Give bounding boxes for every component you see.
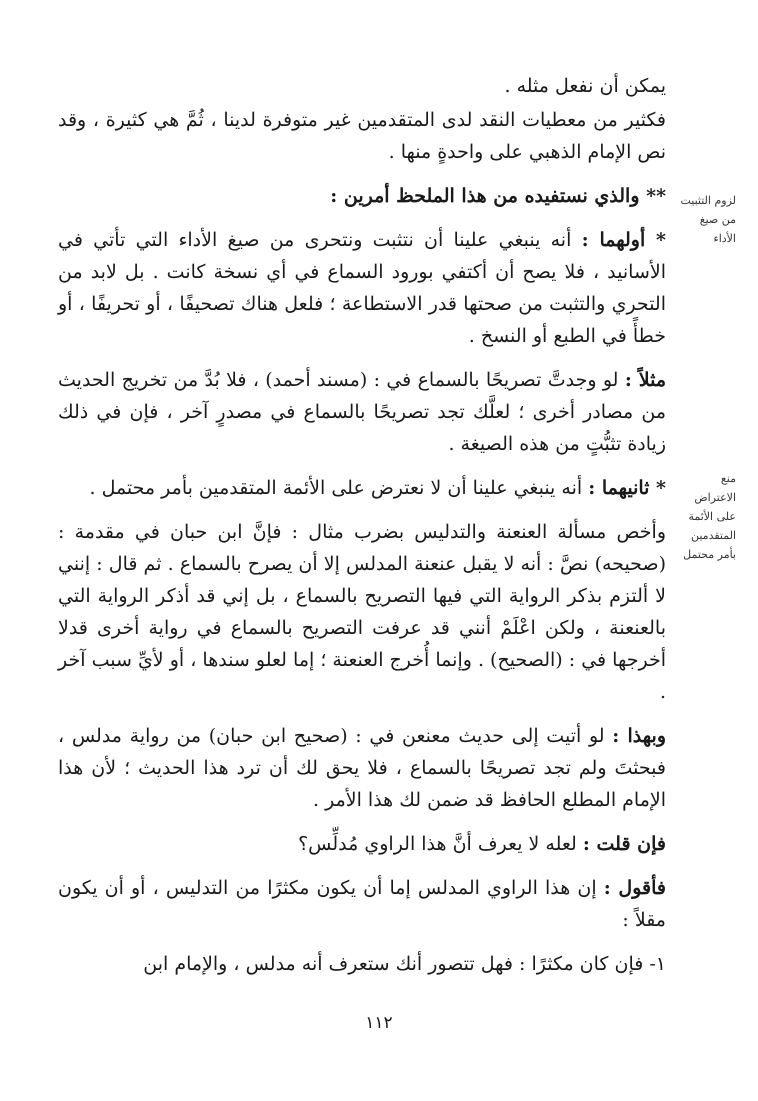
paragraph-text: وأخص مسألة العنعنة والتدليس بضرب مثال : فإنَّ ابن حبان في مقدمة : (صحيحه) نصَّ : أنه لا يقبل عنعنة المدلس إلا أن يصرح بالسماع . ثم قال : إنني لا ألتزم بذكر الرواية التي فيها التصريح بالسماع ، بل إني قد أذكر الرواية التي بالعنعنة ، ولكن اعْلَمْ أنني قد عرفت التصريح بالسماع في رواية أخرى قدلا أخرجها في : (الصحيح) . وإنما أُخرج العنعنة ؛ إما لعلو سندها ، أو لأيِّ سبب آخر .: [58, 521, 666, 703]
margin-note-no-objection: منع الاعتراض على الأئمة المتقدمين بأمر محتمل: [683, 472, 736, 561]
paragraph-lead: فأقول :: [603, 877, 667, 899]
paragraph: [58, 364, 666, 460]
paragraph-text: يمكن أن نفعل مثله .: [504, 75, 666, 97]
paragraph-text: أنه ينبغي علينا أن نتثبت ونتحرى من صيغ الأداء التي تأتي في الأسانيد ، فلا يصح أن أكتفي بورود السماع في أي نسخة كانت . بل لابد من التحري والتثبت من صحتها قدر الاستطاعة ؛ فلعل هناك تصحيفًا ، أو تحريفًا ، أو خطأً في الطبع أو النسخ .: [58, 229, 666, 347]
paragraph-text: فكثير من معطيات النقد لدى المتقدمين غير متوفرة لدينا ، ثُمَّ هي كثيرة ، وقد نص الإمام الذهبي على واحدةٍ منها .: [58, 109, 666, 163]
paragraph-lead: وبهذا :: [612, 725, 666, 747]
paragraph: [58, 472, 666, 504]
paragraph: [58, 828, 666, 860]
paragraph-text: ١- فإن كان مكثرًا : فهل تتصور أنك ستعرف أنه مدلس ، والإمام ابن: [143, 953, 666, 975]
section-heading: [58, 180, 666, 212]
paragraph-text: لعله لا يعرف أنَّ هذا الراوي مُدلِّس؟: [298, 833, 577, 855]
paragraph-text: لو وجدتَّ تصريحًا بالسماع في : (مسند أحمد) ، فلا بُدَّ من تخريج الحديث من مصادر أخرى ؛ لعلَّك تجد تصريحًا بالسماع في مصدرٍ آخر ، فإن في ذلك زيادة تثبُّتٍ من هذه الصيغة .: [58, 369, 666, 455]
paragraph: [58, 516, 666, 708]
paragraph: [58, 70, 666, 102]
page-number: ١١٢: [365, 1013, 393, 1033]
paragraph-lead: مثلاً :: [624, 369, 666, 391]
margin-note-verification: لزوم التثبيت من صيغ الأداء: [680, 194, 736, 245]
paragraph-text: أنه ينبغي علينا أن لا نعترض على الأئمة المتقدمين بأمر محتمل .: [89, 477, 583, 499]
main-text: [58, 70, 666, 992]
paragraph: [58, 872, 666, 936]
paragraph-lead: فإن قلت :: [582, 833, 666, 855]
paragraph: [58, 104, 666, 168]
paragraph-text: إن هذا الراوي المدلس إما أن يكون مكثرًا من التدليس ، أو أن يكون مقلاً :: [58, 877, 666, 931]
paragraph-lead: * ثانيهما :: [588, 477, 666, 499]
paragraph-lead: * أولهما :: [581, 229, 666, 251]
paragraph: [58, 720, 666, 816]
paragraph: [58, 948, 666, 980]
paragraph: [58, 224, 666, 352]
heading-text: ** والذي نستفيده من هذا الملحظ أمرين :: [330, 185, 666, 207]
paragraph-text: لو أتيت إلى حديث معنعن في : (صحيح ابن حبان) من رواية مدلس ، فبحثتَ ولم تجد تصريحًا بالسماع ، فلا يحق لك أن ترد هذا الحديث ؛ لأن هذا الإمام المطلع الحافظ قد ضمن لك هذا الأمر .: [58, 725, 666, 811]
